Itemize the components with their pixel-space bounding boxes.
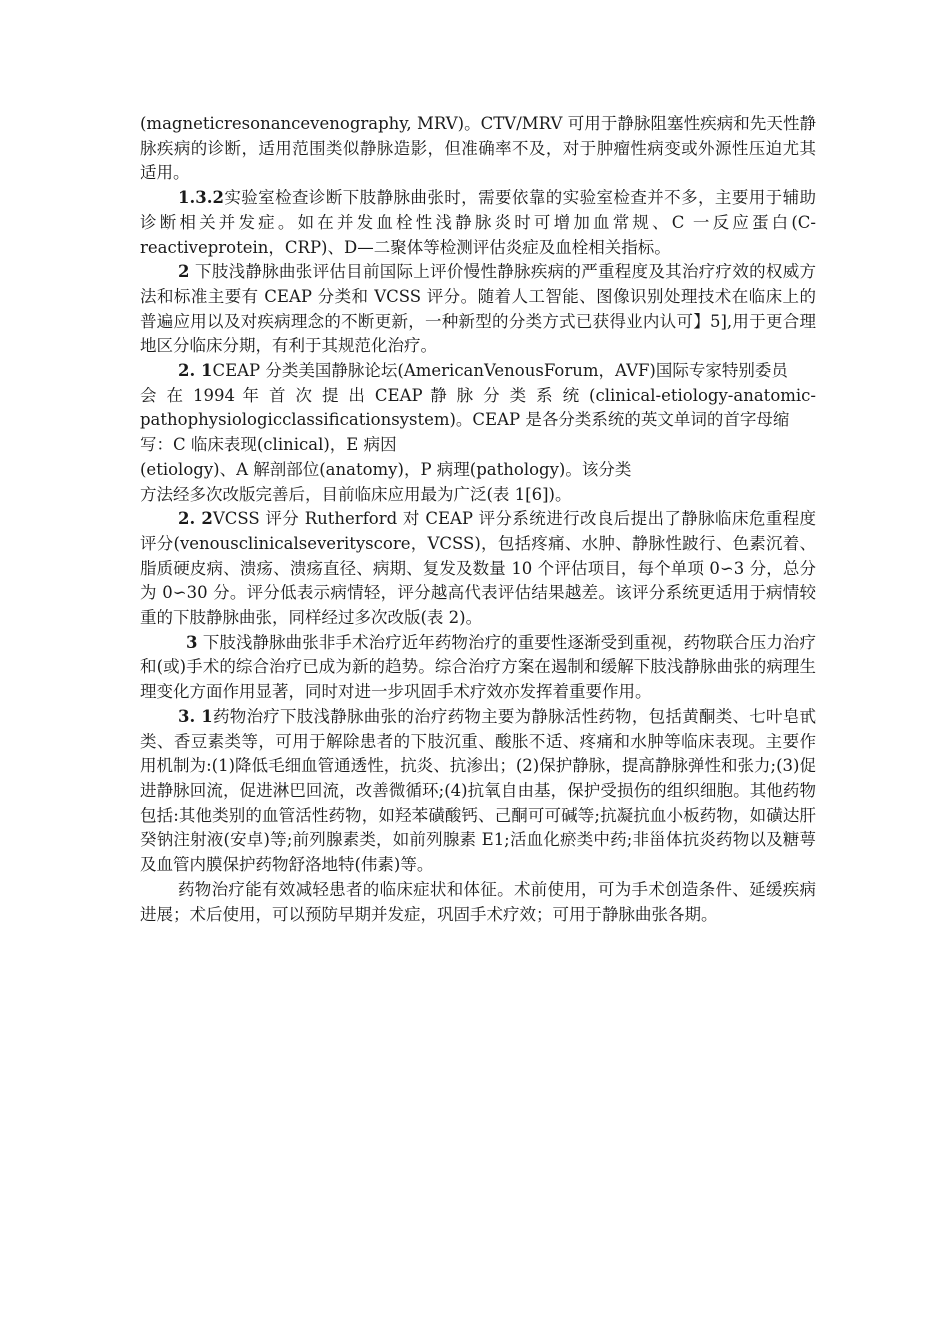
section-number: 2. 2 xyxy=(178,509,213,529)
ceap-line-5: (etiology)、A 解剖部位(anatomy)，P 病理(pathology)。该分类 xyxy=(140,459,632,479)
paragraph-lab-exam xyxy=(140,186,816,260)
paragraph-text: 下肢浅静脉曲张非手术治疗近年药物治疗的重要性逐渐受到重视，药物联合压力治疗和(或)手术的综合治疗已成为新的趋势。综合治疗方案在遏制和缓解下肢浅静脉曲张的病理生理变化方面作用显著，同时对进一步巩固手术疗效亦发挥着重要作用。 xyxy=(140,632,817,702)
document-page xyxy=(140,112,816,927)
paragraph-drug-therapy xyxy=(140,705,816,878)
ceap-line-1: 2. 1CEAP 分类美国静脉论坛(AmericanVenousForum，AVF)国际专家特别委员 xyxy=(178,361,788,381)
paragraph-text: 药物治疗能有效减轻患者的临床症状和体征。术前使用，可为手术创造条件、延缓疾病进展；术后使用，可以预防早期并发症，巩固手术疗效；可用于静脉曲张各期。 xyxy=(140,879,816,924)
section-number: 3. 1 xyxy=(178,706,213,726)
ceap-line-3: pathophysiologicclassificationsystem)。CEAP 是各分类系统的英文单词的首字母缩 xyxy=(140,410,790,430)
ceap-line-4: 写：C 临床表现(clinical)，E 病因 xyxy=(140,435,397,455)
paragraph-text: 药物治疗下肢浅静脉曲张的治疗药物主要为静脉活性药物，包括黄酮类、七叶皂甙类、香豆素类等，可用于解除患者的下肢沉重、酸胀不适、疼痛和水肿等临床表现。主要作用机制为:(1)降低毛细血管通透性，抗炎、抗渗出；(2)保护静脉，提高静脉弹性和张力;(3)促进静脉回流，促进淋巴回流，改善微循环;(4)抗氧自由基，保护受损伤的组织细胞。其他药物包括:其他类别的血管活性药物，如羟苯磺酸钙、己酮可可碱等;抗凝抗血小板药物，如磺达肝癸钠注射液(安卓)等;前列腺素类，如前列腺素 E1;活血化瘀类中药;非甾体抗炎药物以及糖萼及血管内膜保护药物舒洛地特(伟素)等。 xyxy=(140,706,817,875)
ceap-line-2: 会 在 1994 年 首 次 提 出 CEAP 静 脉 分 类 系 统 (clinical-etiology-anatomic- xyxy=(140,385,816,405)
paragraph-nonsurgical xyxy=(140,631,816,705)
section-number: 2. 1 xyxy=(178,361,213,381)
ceap-line-6: 方法经多次改版完善后，目前临床应用最为广泛(表 1[6])。 xyxy=(140,484,572,504)
paragraph-drug-effect xyxy=(140,878,816,927)
paragraph-vcss xyxy=(140,507,816,631)
section-number: 3 xyxy=(186,632,198,652)
paragraph-text: 实验室检查诊断下肢静脉曲张时，需要依靠的实验室检查并不多，主要用于辅助诊断相关并发症。如在并发血栓性浅静脉炎时可增加血常规、C 一反应蛋白(C-reactiveprotein，CRP)、D—二聚体等检测评估炎症及血栓相关指标。 xyxy=(140,188,816,257)
paragraph-ceap xyxy=(140,359,816,507)
section-number: 1.3.2 xyxy=(178,188,224,208)
paragraph-evaluation xyxy=(140,260,816,359)
paragraph-text: (magneticresonancevenography, MRV)。CTV/MRV 可用于静脉阻塞性疾病和先天性静脉疾病的诊断，适用范围类似静脉造影，但准确率不及，对于肿瘤性病变或外源性压迫尤其适用。 xyxy=(140,114,816,183)
section-number: 2 xyxy=(178,262,190,282)
paragraph-text: VCSS 评分 Rutherford 对 CEAP 评分系统进行改良后提出了静脉临床危重程度评分(venousclinicalseverityscore，VCSS)，包括疼痛、水肿、静脉性跛行、色素沉着、脂质硬皮病、溃疡、溃疡直径、病期、复发及数量 10 个评估项目，每个单项 0∽3 分，总分为 0∽30 分。评分低表示病情轻，评分越高代表评估结果越差。该评分系统更适用于病情较重的下肢静脉曲张，同样经过多次改版(表 2)。 xyxy=(140,509,816,628)
paragraph-mrv xyxy=(140,112,816,186)
paragraph-text: 下肢浅静脉曲张评估目前国际上评价慢性静脉疾病的严重程度及其治疗疗效的权威方法和标准主要有 CEAP 分类和 VCSS 评分。随着人工智能、图像识别处理技术在临床上的普遍应用以及对疾病理念的不断更新，一种新型的分类方式已获得业内认可】5],用于更合理地区分临床分期，有利于其规范化治疗。 xyxy=(140,262,817,356)
